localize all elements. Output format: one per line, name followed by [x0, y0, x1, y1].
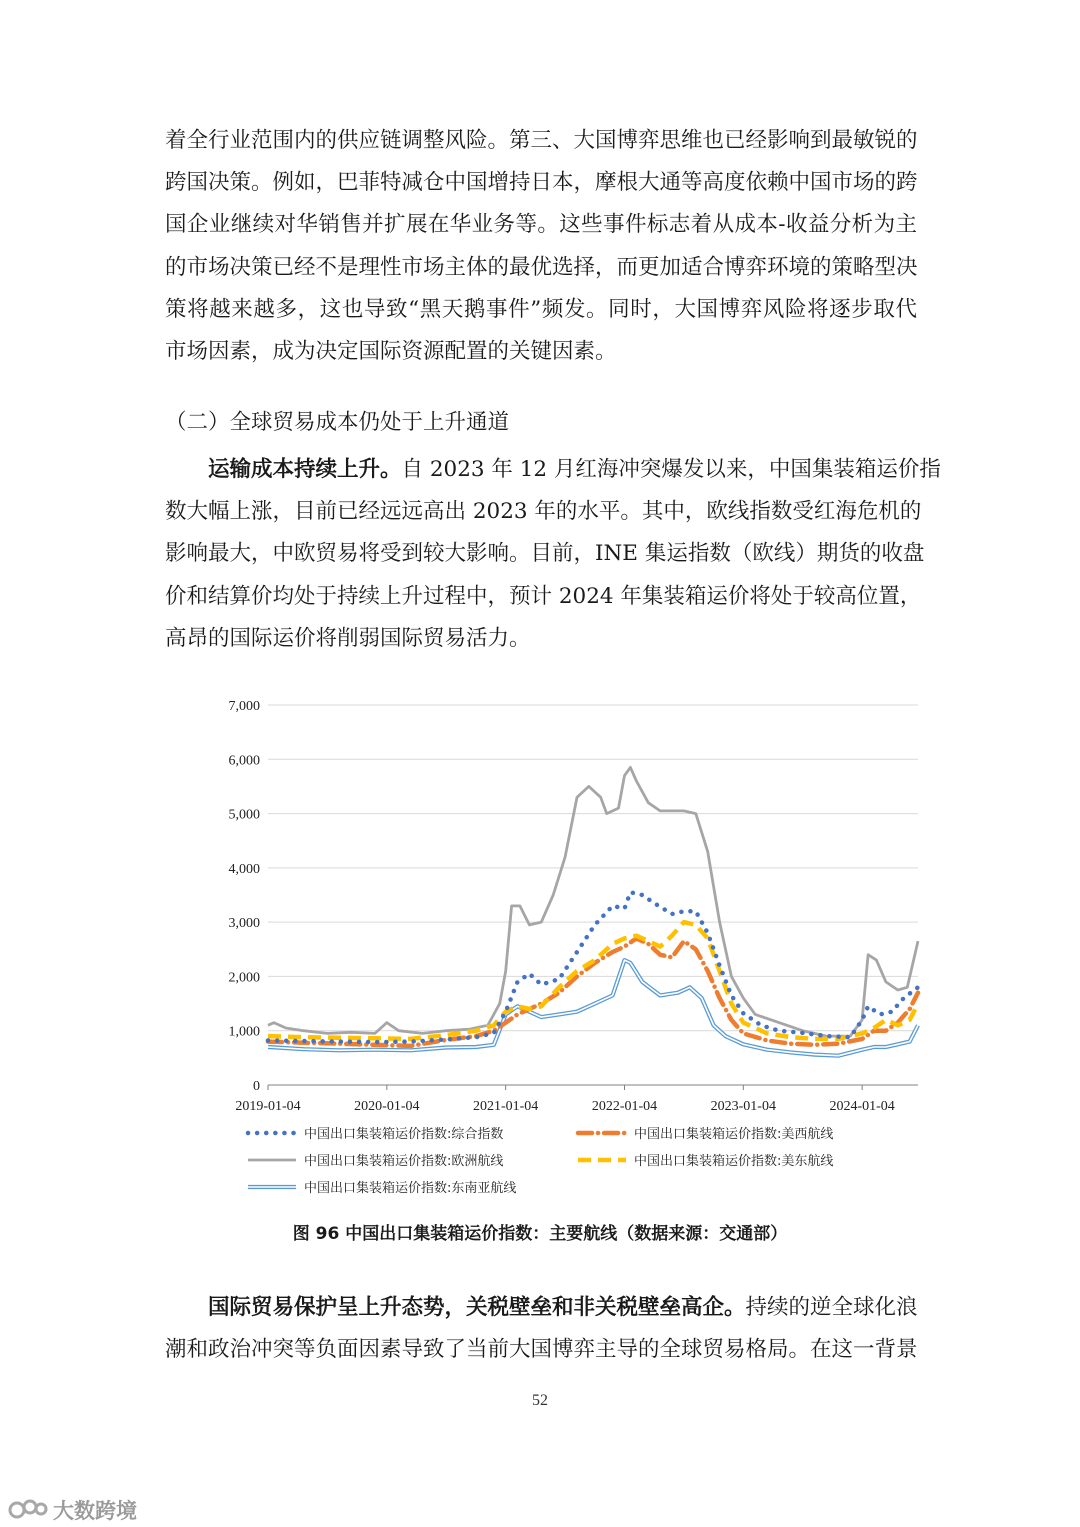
- p2-line: 影响最大，中欧贸易将受到较大影响。目前，INE 集运指数（欧线）期货的收盘: [165, 541, 925, 567]
- p2-text: 自 2023 年 12 月红海冲突爆发以来，中国集装箱运价指: [401, 457, 941, 482]
- y-tick-label: 2,000: [228, 970, 260, 986]
- series-line-southeast-asia-inner: [268, 960, 918, 1056]
- x-tick-label: 2022-01-04: [591, 1099, 658, 1114]
- paragraph-3: [165, 1287, 917, 1371]
- x-tick-label: 2023-01-04: [710, 1099, 776, 1114]
- p3-line: [165, 1287, 917, 1329]
- y-tick-label: 1,000: [228, 1024, 260, 1040]
- y-tick-label: 6,000: [228, 753, 260, 769]
- p2-lead: 运输成本持续上升。: [208, 457, 402, 482]
- paragraph-1: [165, 120, 917, 373]
- paragraph-2: [165, 449, 941, 660]
- page-number: 52: [532, 1392, 548, 1409]
- x-tick-label: 2021-01-04: [472, 1099, 539, 1114]
- legend-label: 中国出口集装箱运价指数:美东航线: [634, 1154, 834, 1169]
- p3-line: 潮和政治冲突等负面因素导致了当前大国博弈主导的全球贸易格局。在这一背景: [165, 1337, 918, 1363]
- freight-index-chart: [200, 690, 940, 1210]
- series-line-southeast-asia: [268, 960, 918, 1056]
- p1-line: 着全行业范围内的供应链调整风险。第三、大国博弈思维也已经影响到最敏锐的: [165, 128, 918, 153]
- x-tick-label: 2024-01-04: [829, 1099, 895, 1114]
- legend-label: 中国出口集装箱运价指数:东南亚航线: [304, 1181, 517, 1196]
- figure-caption: 图 96 中国出口集装箱运价指数：主要航线（数据来源：交通部）: [292, 1224, 788, 1244]
- series-line-0: [268, 892, 918, 1042]
- p1-line: 策将越来越多，这也导致“黑天鹅事件”频发。同时，大国博弈风险将逐步取代: [165, 296, 917, 322]
- p1-line: 市场因素，成为决定国际资源配置的关键因素。: [165, 338, 617, 364]
- legend-label: 中国出口集装箱运价指数:欧洲航线: [304, 1154, 504, 1169]
- p1-line: 的市场决策已经不是理性市场主体的最优选择，而更加适合博弈环境的策略型决: [165, 254, 918, 280]
- series-line-3: [268, 922, 918, 1039]
- y-tick-label: 7,000: [228, 699, 260, 714]
- p2-line: 高昂的国际运价将削弱国际贸易活力。: [165, 625, 531, 651]
- p3-lead: 国际贸易保护呈上升态势，关税壁垒和非关税壁垒高企。: [208, 1295, 746, 1320]
- p2-line: 价和结算价均处于持续上升过程中，预计 2024 年集装箱运价将处于较高位置，: [165, 583, 922, 609]
- watermark: [8, 1495, 137, 1525]
- p1-line: 跨国决策。例如，巴菲特减仓中国增持日本，摩根大通等高度依赖中国市场的跨: [165, 170, 918, 196]
- p2-line: 数大幅上涨，目前已经远远高出 2023 年的水平。其中，欧线指数受红海危机的: [165, 499, 922, 525]
- watermark-text: 大数跨境: [53, 1499, 137, 1523]
- y-tick-label: 3,000: [228, 916, 260, 932]
- y-tick-label: 4,000: [228, 861, 260, 877]
- grid-lines: [268, 705, 918, 1031]
- section-heading: （二）全球贸易成本仍处于上升通道: [165, 410, 510, 435]
- y-tick-label: 5,000: [228, 807, 260, 823]
- p3-text: 持续的逆全球化浪: [745, 1295, 918, 1320]
- y-tick-label: 0: [253, 1079, 260, 1094]
- legend: [248, 1126, 833, 1196]
- series-lines: [268, 767, 918, 1055]
- series-line-2: [268, 767, 918, 1036]
- series-line-1: [268, 938, 918, 1046]
- p2-line: [165, 449, 941, 491]
- x-tick-label: 2020-01-04: [354, 1099, 420, 1114]
- legend-label: 中国出口集装箱运价指数:综合指数: [304, 1127, 504, 1142]
- p1-line: 国企业继续对华销售并扩展在华业务等。这些事件标志着从成本-收益分析为主: [165, 212, 917, 238]
- brand-logo-icon: [8, 1497, 48, 1523]
- x-tick-label: 2019-01-04: [235, 1099, 301, 1114]
- legend-label: 中国出口集装箱运价指数:美西航线: [634, 1127, 834, 1142]
